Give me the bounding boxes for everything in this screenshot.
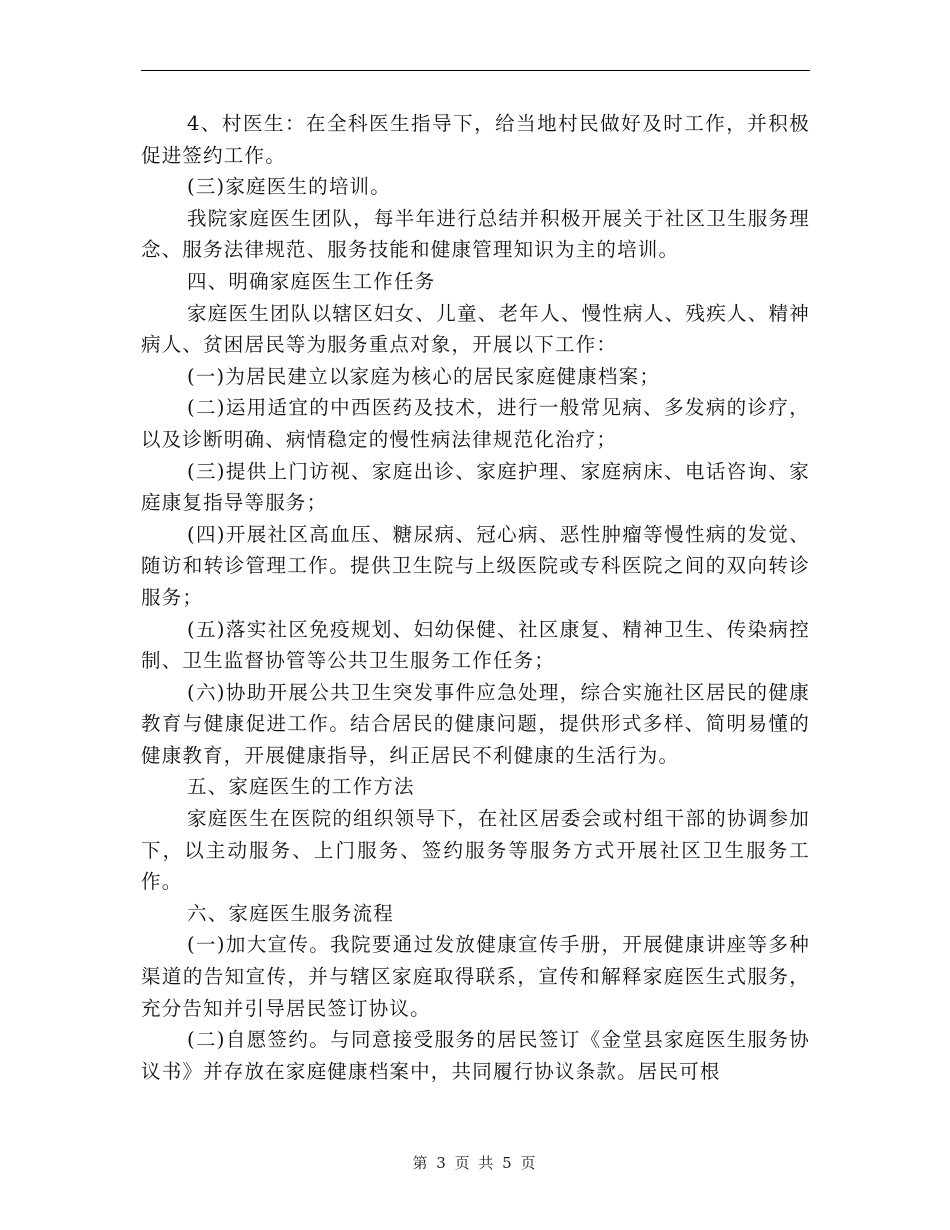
- list-item: (一)为居民建立以家庭为核心的居民家庭健康档案；: [187, 364, 661, 388]
- list-item: (四)开展社区高血压、糖尿病、冠心病、恶性肿瘤等慢性病的发觉、随访和转诊管理工作。提供卫生院与上级医院或专科医院之间的双向转诊服务；: [141, 522, 810, 609]
- list-item: (六)协助开展公共卫生突发事件应急处理，综合实施社区居民的健康教育与健康促进工作。结合居民的健康问题，提供形式多样、简明易懂的健康教育，开展健康指导，纠正居民不利健康的生活行为。: [141, 680, 810, 767]
- paragraph: 4、村医生：在全科医生指导下，给当地村民做好及时工作，并积极促进签约工作。: [141, 112, 810, 167]
- section-heading: 六、家庭医生服务流程: [187, 901, 395, 925]
- paragraph: 家庭医生在医院的组织领导下，在社区居委会或村组干部的协调参加下，以主动服务、上门服务、签约服务等服务方式开展社区卫生服务工作。: [141, 807, 810, 894]
- header-rule: [141, 70, 810, 71]
- document-body: [141, 108, 810, 1087]
- paragraph: (三)家庭医生的培训。: [187, 175, 391, 199]
- list-item: (二)自愿签约。与同意接受服务的居民签订《金堂县家庭医生服务协议书》并存放在家庭健康档案中，共同履行协议条款。居民可根: [141, 1028, 810, 1083]
- paragraph: 我院家庭医生团队，每半年进行总结并积极开展关于社区卫生服务理念、服务法律规范、服务技能和健康管理知识为主的培训。: [141, 206, 810, 262]
- page-number: 第 3 页 共 5 页: [412, 1154, 538, 1172]
- list-item: (一)加大宣传。我院要通过发放健康宣传手册，开展健康讲座等多种渠道的告知宣传，并与辖区家庭取得联系，宣传和解释家庭医生式服务，充分告知并引导居民签订协议。: [141, 933, 810, 1020]
- paragraph: 家庭医生团队以辖区妇女、儿童、老年人、慢性病人、残疾人、精神病人、贫困居民等为服务重点对象，开展以下工作：: [141, 301, 810, 357]
- list-item: (五)落实社区免疫规划、妇幼保健、社区康复、精神卫生、传染病控制、卫生监督协管等公共卫生服务工作任务；: [141, 617, 810, 673]
- list-item: (二)运用适宜的中西医药及技术，进行一般常见病、多发病的诊疗，以及诊断明确、病情稳定的慢性病法律规范化治疗；: [141, 396, 810, 451]
- section-heading: 五、家庭医生的工作方法: [187, 775, 415, 799]
- list-item: (三)提供上门访视、家庭出诊、家庭护理、家庭病床、电话咨询、家庭康复指导等服务；: [141, 459, 810, 515]
- section-heading: 四、明确家庭医生工作任务: [187, 269, 436, 293]
